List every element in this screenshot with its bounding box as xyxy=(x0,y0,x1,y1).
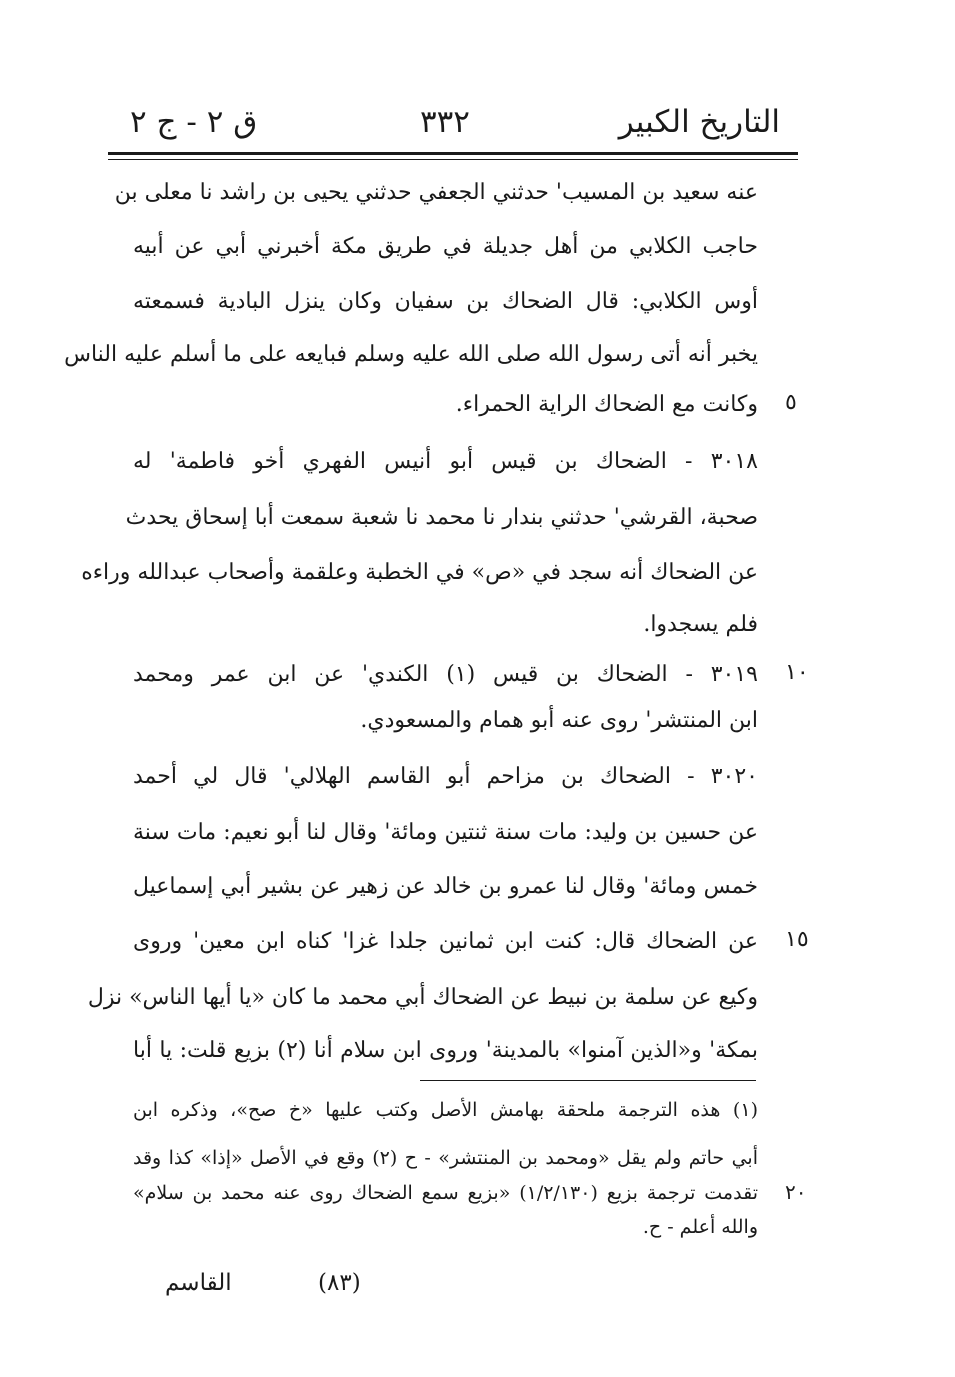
footnote-line: أبي حاتم ولم يقل «ومحمد بن المنتشر» - ح (٢) وقع في الأصل «إذا» كذا وقد xyxy=(133,1147,759,1169)
body-line: يخبر أنه أتى رسول الله صلى الله عليه وسلم فبايعه على ما أسلم عليه الناس xyxy=(64,342,758,367)
body-line: بمكة' و«الذين آمنوا» بالمدينة' وروى ابن سلام أنا (٢) بزيع قلت: يا أبا xyxy=(133,1038,759,1063)
body-line: أوس الكلابي: قال الضحاك بن سفيان وكان ينزل البادية فسمعته xyxy=(133,289,758,314)
body-line: وكيع عن سلمة بن نبيط عن الضحاك أبي محمد ما كان «يا أيها الناس» نزل xyxy=(87,985,758,1010)
book-title: التاريخ الكبير xyxy=(618,104,780,140)
footnote-divider xyxy=(420,1080,756,1081)
footnote-line: تقدمت ترجمة بزيع (١/٢/١٣٠) «بزيع سمع الضحاك روى عنه محمد بن سلام» xyxy=(133,1182,758,1204)
page-number: ٣٣٢ xyxy=(420,104,470,140)
body-line: فلم يسجدوا. xyxy=(643,612,758,637)
line-number: ٢٠ xyxy=(785,1180,807,1204)
signature-mark: (٨٣) xyxy=(318,1270,361,1296)
footnote-line: والله أعلم - ح. xyxy=(642,1216,758,1238)
body-line: عنه سعيد بن المسيب' حدثني الجعفي حدثني يحيى بن راشد نا معلى بن xyxy=(114,180,758,205)
body-line: خمس ومائة' وقال لنا عمرو بن خالد عن زهير عن بشير أبي إسماعيل xyxy=(133,874,758,899)
entry-3018-line: ٣٠١٨ - الضحاك بن قيس أبو أنيس الفهري أخو فاطمة' له xyxy=(133,449,758,474)
volume-reference: ق ٢ - ج ٢ xyxy=(130,104,258,140)
body-line: حاجب الكلابي من أهل جديلة في طريق مكة أخبرني أبي عن أبيه xyxy=(133,234,758,259)
body-line: ابن المنتشر' روى عنه أبو همام والمسعودي. xyxy=(360,708,758,733)
running-head xyxy=(100,92,800,152)
body-line: عن الضحاك أنه سجد في «ص» في الخطبة وعلقمة وأصحاب عبدالله وراءه xyxy=(81,560,758,585)
body-line: عن الضحاك قال: كنت ابن ثمانين جلدا غزا' كناه ابن معين' وروى xyxy=(133,929,758,954)
line-number: ٥ xyxy=(785,390,797,415)
footnote-line: (١) هذه الترجمة ملحقة بهامش الأصل وكتب عليها «خ صح»، وذكره ابن xyxy=(133,1099,758,1121)
body-line: وكانت مع الضحاك الراية الحمراء. xyxy=(455,392,758,417)
line-number: ١٥ xyxy=(785,927,809,952)
catchword: القاسم xyxy=(165,1270,232,1296)
line-number: ١٠ xyxy=(785,660,809,685)
header-rule-thin xyxy=(108,159,798,160)
entry-3020-line: ٣٠٢٠ - الضحاك بن مزاحم أبو القاسم الهلالي' قال لي أحمد xyxy=(133,764,758,789)
body-line: عن حسين بن وليد: مات سنة ثنتين ومائة' وقال لنا أبو نعيم: مات سنة xyxy=(133,820,758,845)
header-rule-thick xyxy=(108,152,798,155)
entry-3019-line: ٣٠١٩ - الضحاك بن قيس (١) الكندي' عن ابن عمر ومحمد xyxy=(133,662,758,687)
body-line: صحبة، القرشي' حدثني بندار نا محمد نا شعبة سمعت أبا إسحاق يحدث xyxy=(125,505,758,530)
